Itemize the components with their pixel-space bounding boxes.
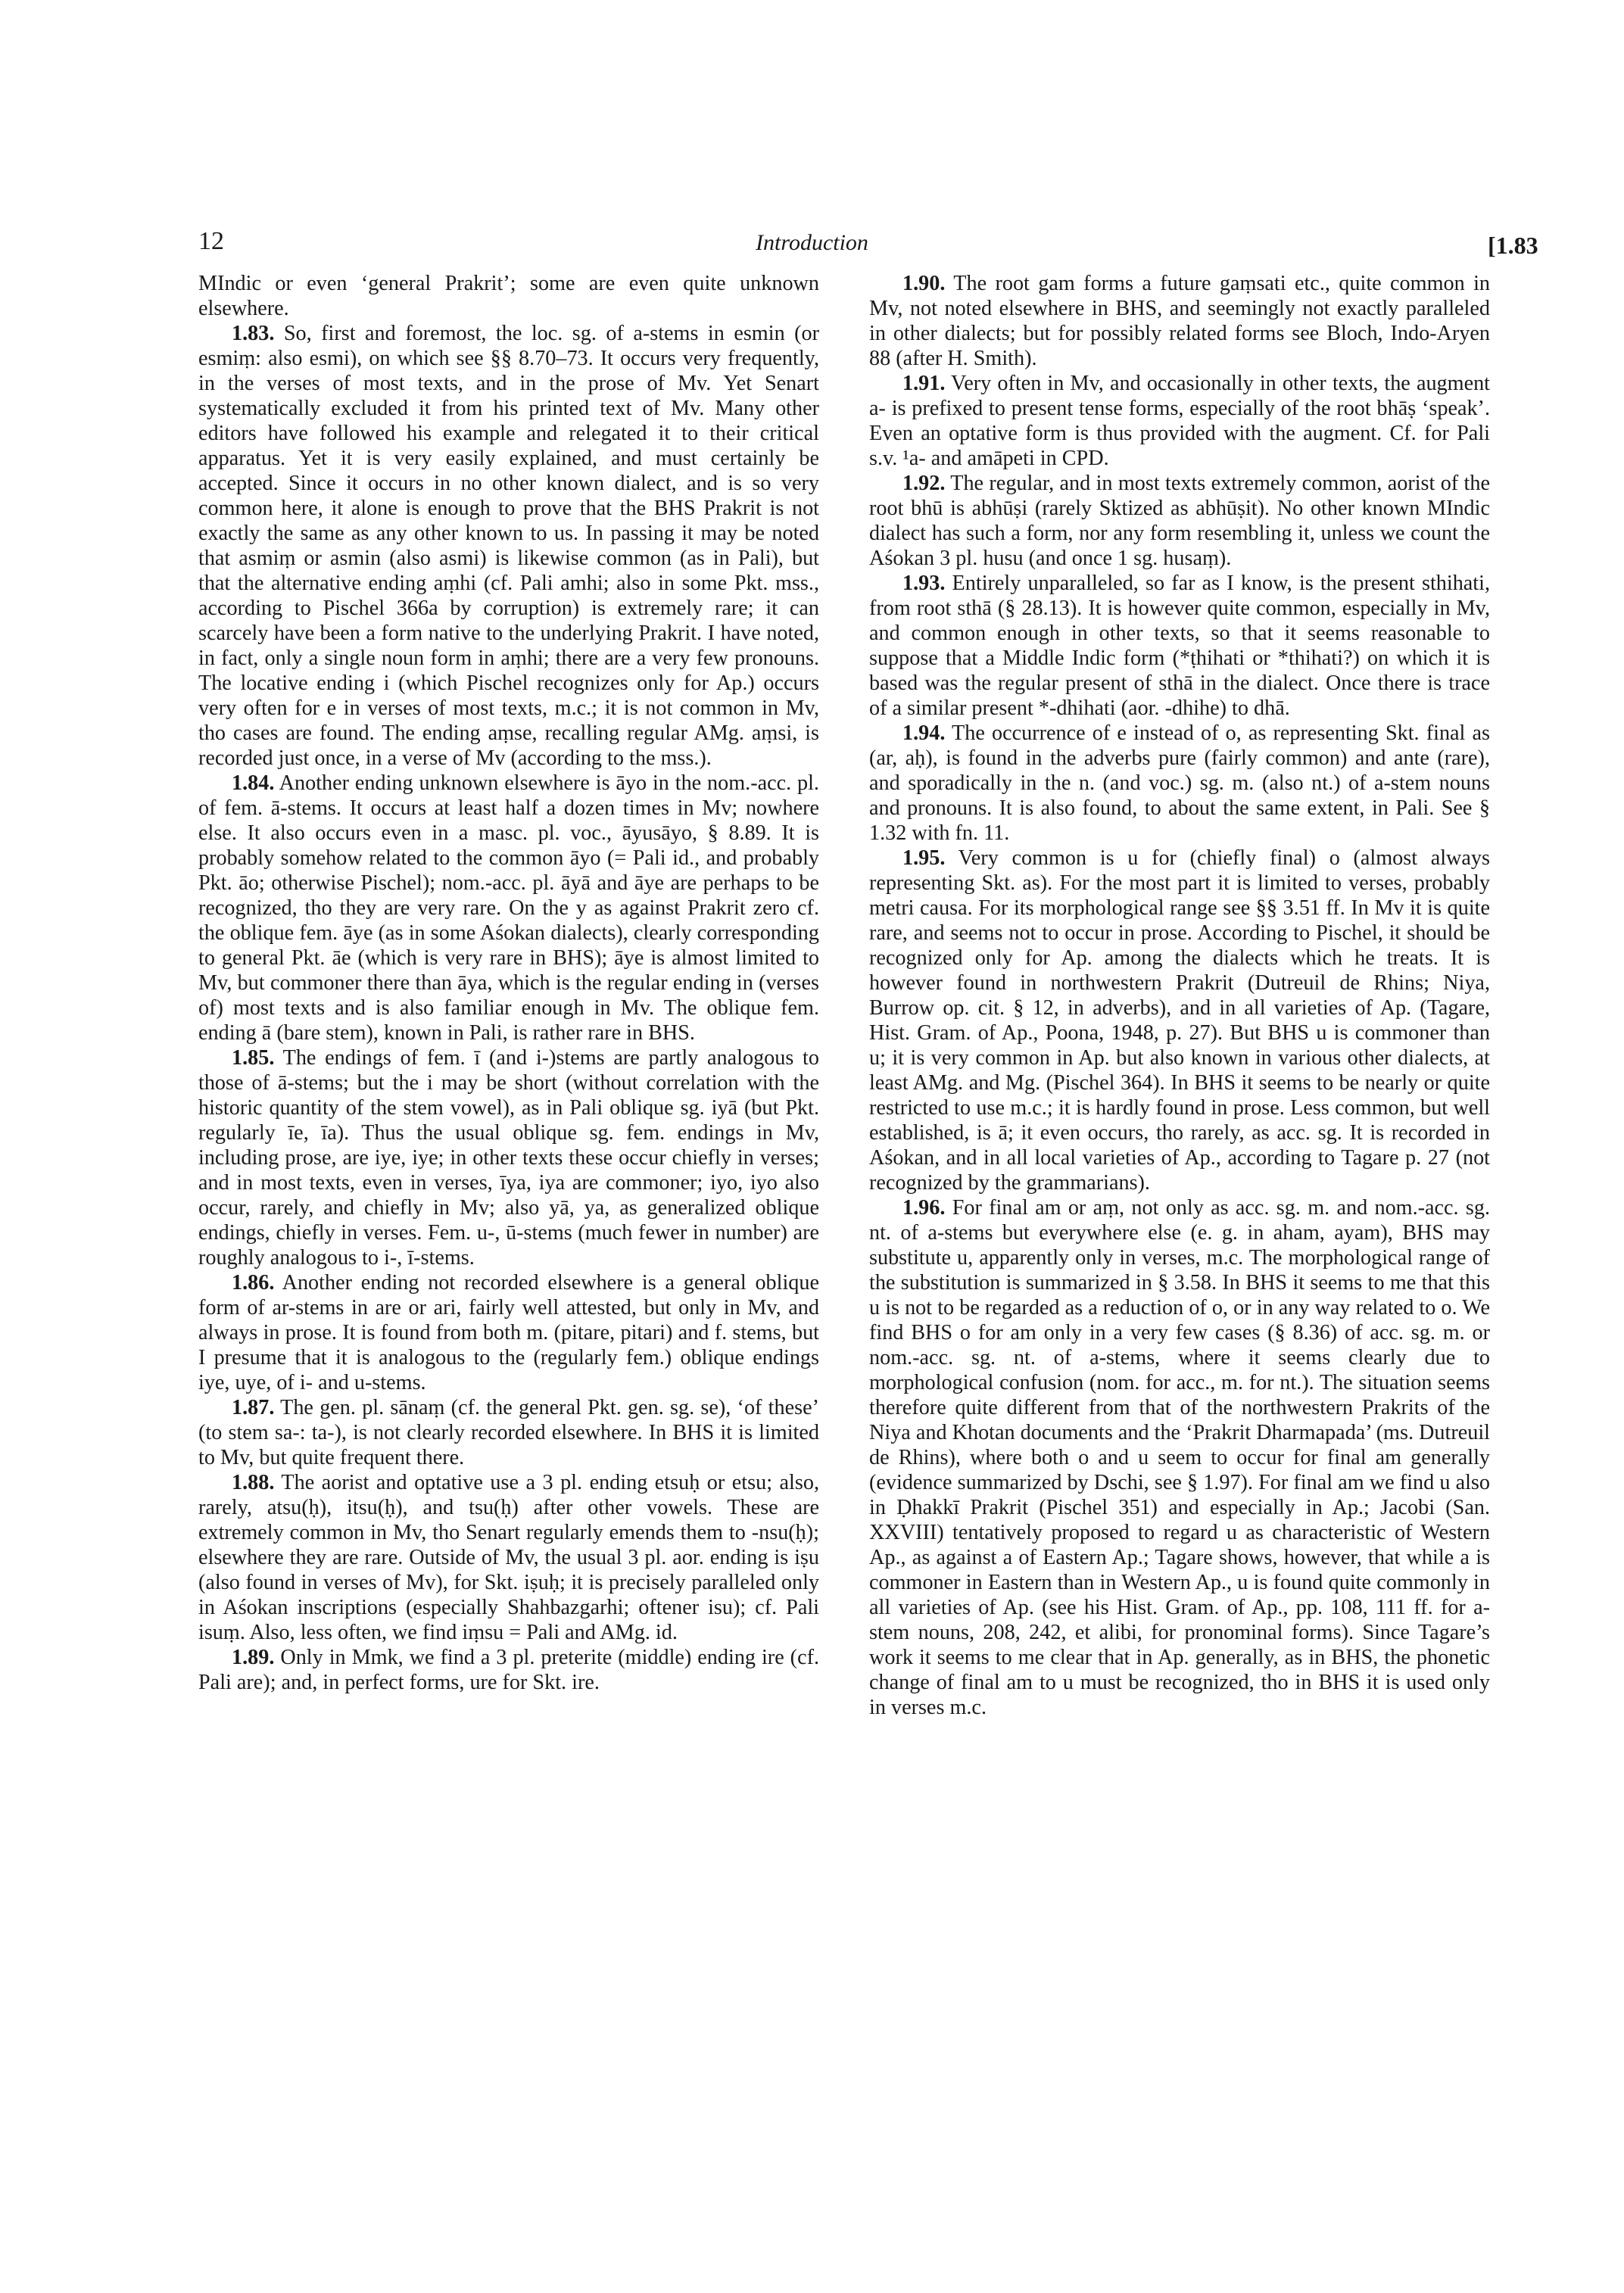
paragraph	[198, 1470, 819, 1645]
section-reference: [1.83	[1488, 232, 1538, 259]
paragraph	[869, 721, 1490, 846]
paragraph	[198, 321, 819, 771]
section-number: 1.83.	[232, 322, 275, 345]
section-number: 1.87.	[232, 1396, 275, 1419]
paragraph	[198, 1395, 819, 1470]
paragraph	[198, 1270, 819, 1395]
paragraph-text: Very common is u for (chiefly final) o (almost always representing Skt. as). For the most part it is limited to verses, probably metri causa. For its morphological range see §§ 3.51 ff. In Mv it is quite rare, and seems not to occur in prose. According to Pischel, it should be recognized only for Ap. among the dialects which he treats. It is however found in northwestern Prakrit (Dutreuil de Rhins; Niya, Burrow op. cit. § 12, in adverbs), and in all varieties of Ap. (Tagare, Hist. Gram. of Ap., Poona, 1948, p. 27). But BHS u is commoner than u; it is very common in Ap. but also known in various other dialects, at least AMg. and Mg. (Pischel 364). In BHS it seems to be nearly or quite restricted to use m.c.; it is hardly found in prose. Less common, but well established, is ā; it even occurs, tho rarely, as acc. sg. It is recorded in Aśokan, and in all local varieties of Ap., according to Tagare p. 27 (not recognized by the grammarians).	[869, 846, 1490, 1195]
paragraph	[869, 846, 1490, 1195]
paragraph-text: Only in Mmk, we find a 3 pl. preterite (middle) ending ire (cf. Pali are); and, in perfect forms, ure for Skt. ire.	[198, 1646, 820, 1694]
paragraph	[869, 1195, 1490, 1720]
section-number: 1.86.	[232, 1271, 275, 1294]
paragraph-text: MIndic or even ‘general Prakrit’; some are even quite unknown elsewhere.	[198, 272, 819, 320]
section-number: 1.85.	[232, 1046, 275, 1070]
paragraph-text: So, first and foremost, the loc. sg. of a-stems in esmin (or esmiṃ: also esmi), on which see §§ 8.70–73. It occurs very frequently, in the verses of most texts, and in the prose of Mv. Yet Senart systematically excluded it from his printed text of Mv. Many other editors have followed his example and relegated it to their critical apparatus. Yet it is very easily explained, and must certainly be accepted. Since it occurs in no other known dialect, and is so very common here, it alone is enough to prove that the BHS Prakrit is not exactly the same as any other known to us. In passing it may be noted that asmiṃ or asmin (also asmi) is likewise common (as in Pali), but that the alternative ending aṃhi (cf. Pali amhi; also in some Pkt. mss., according to Pischel 366a by corruption) is extremely rare; it can scarcely have been a form native to the underlying Prakrit. I have noted, in fact, only a single noun form in aṃhi; there are a very few pronouns. The locative ending i (which Pischel recognizes only for Ap.) occurs very often for e in verses of most texts, m.c.; it is not common in Mv, tho cases are found. The ending aṃse, recalling regular AMg. aṃsi, is recorded just once, in a verse of Mv (according to the mss.).	[198, 322, 820, 770]
section-number: 1.88.	[232, 1471, 275, 1494]
paragraph	[198, 1645, 819, 1695]
section-number: 1.91.	[902, 372, 946, 395]
paragraph-text: Another ending not recorded elsewhere is a general oblique form of ar-stems in are or ari, fairly well attested, but only in Mv, and always in prose. It is found from both m. (pitare, pitari) and f. stems, but I presume that it is analogous to the (regularly fem.) oblique endings iye, uye, of i- and u-stems.	[198, 1271, 820, 1394]
paragraph-text: The gen. pl. sānaṃ (cf. the general Pkt. gen. sg. se), ‘of these’ (to stem sa-: ta-), is not clearly recorded elsewhere. In BHS it is limited to Mv, but quite frequent there.	[198, 1396, 819, 1469]
paragraph	[869, 571, 1490, 721]
paragraph	[869, 271, 1490, 371]
paragraph-text: For final am or aṃ, not only as acc. sg. m. and nom.-acc. sg. nt. of a-stems but everywhere else (e. g. in aham, ayam), BHS may substitute u, apparently only in verses, m.c. The morphological range of the substitution is summarized in § 3.58. In BHS it seems to me that this u is not to be regarded as a reduction of o, or in any way related to o. We find BHS o for am only in a very few cases (§ 8.36) of acc. sg. m. or nom.-acc. sg. nt. of a-stems, where it seems clearly due to morphological confusion (nom. for acc., m. for nt.). The situation seems therefore quite different from that of the northwestern Prakrits of the Niya and Khotan documents and the ‘Prakrit Dharmapada’ (ms. Dutreuil de Rhins), where both o and u seem to occur for final am generally (evidence summarized by Dschi, see § 1.97). For final am we find u also in Ḍhakkī Prakrit (Pischel 351) and especially in Ap.; Jacobi (San. XXVIII) tentatively proposed to regard u as characteristic of Western Ap., as against a of Eastern Ap.; Tagare shows, however, that while a is commoner in Eastern than in Western Ap., u is found quite commonly in all varieties of Ap. (see his Hist. Gram. of Ap., pp. 108, 111 ff. for a-stem nouns, 208, 242, et alibi, for pronominal forms). Since Tagare’s work it seems to me clear that in Ap. generally, as in BHS, the phonetic change of final am to u must be recognized, tho in BHS it is used only in verses m.c.	[869, 1196, 1491, 1719]
paragraph	[869, 471, 1490, 571]
paragraph-text: Entirely unparalleled, so far as I know, is the present sthihati, from root sthā (§ 28.13). It is however quite common, especially in Mv, and common enough in other texts, so that it seems reasonable to suppose that a Middle Indic form (*ṭhihati or *thihati?) on which it is based was the regular present of sthā in the dialect. Once there is trace of a similar present *-dhihati (aor. -dhihe) to dhā.	[869, 572, 1491, 720]
paragraph	[198, 271, 819, 321]
section-number: 1.96.	[902, 1196, 946, 1220]
paragraph-text: The aorist and optative use a 3 pl. ending etsuḥ or etsu; also, rarely, atsu(ḥ), itsu(ḥ), and tsu(ḥ) after other vowels. These are extremely common in Mv, tho Senart regularly emends them to -nsu(ḥ); elsewhere they are rare. Outside of Mv, the usual 3 pl. aor. ending is iṣu (also found in verses of Mv), for Skt. iṣuḥ; it is precisely paralleled only in Aśokan inscriptions (especially Shahbazgarhi; oftener isu); cf. Pali isuṃ. Also, less often, we find iṃsu = Pali and AMg. id.	[198, 1471, 819, 1644]
section-number: 1.89.	[232, 1646, 275, 1669]
paragraph-text: The regular, and in most texts extremely common, aorist of the root bhū is abhūṣi (rarely Sktized as abhūṣit). No other known MIndic dialect has such a form, nor any form resembling it, unless we count the Aśokan 3 pl. husu (and once 1 sg. husaṃ).	[869, 472, 1490, 570]
page-number: 12	[198, 227, 224, 255]
section-number: 1.94.	[902, 721, 946, 745]
paragraph-text: Very often in Mv, and occasionally in other texts, the augment a- is prefixed to present tense forms, especially of the root bhāṣ ‘speak’. Even an optative form is thus provided with the augment. Cf. for Pali s.v. ¹a- and amāpeti in CPD.	[869, 372, 1491, 470]
section-number: 1.84.	[232, 771, 275, 795]
paragraph-text: The root gam forms a future gaṃsati etc., quite common in Mv, not noted elsewhere in BHS, and seemingly not exactly paralleled in other dialects; but for possibly related forms see Bloch, Indo-Aryen 88 (after H. Smith).	[869, 272, 1490, 370]
running-title: Introduction	[756, 230, 868, 255]
section-number: 1.90.	[902, 272, 946, 295]
paragraph-text: Another ending unknown elsewhere is āyo in the nom.-acc. pl. of fem. ā-stems. It occurs at least half a dozen times in Mv; nowhere else. It also occurs even in a masc. pl. voc., āyusāyo, § 8.89. It is probably somehow related to the common āyo (= Pali id., and probably Pkt. āo; otherwise Pischel); nom.-acc. pl. āyā and āye are perhaps to be recognized, tho they are very rare. On the y as against Prakrit zero cf. the oblique fem. āye (as in some Aśokan dialects), clearly corresponding to general Pkt. āe (which is very rare in BHS); āye is almost limited to Mv, but commoner there than āya, which is the regular ending in (verses of) most texts and is also familiar enough in Mv. The oblique fem. ending ā (bare stem), known in Pali, is rather rare in BHS.	[198, 771, 819, 1045]
section-number: 1.92.	[902, 472, 946, 495]
paragraph-text: The occurrence of e instead of o, as representing Skt. final as (ar, aḥ), is found in the adverbs pure (fairly common) and ante (rare), and sporadically in the n. (and voc.) sg. m. (also nt.) of a-stem nouns and pronouns. It is also found, to about the same extent, in Pali. See § 1.32 with fn. 11.	[869, 721, 1490, 845]
paragraph	[198, 771, 819, 1045]
paragraph	[198, 1045, 819, 1270]
section-number: 1.93.	[902, 572, 946, 595]
left-column	[198, 271, 819, 1695]
paragraph	[869, 371, 1490, 471]
paragraph-text: The endings of fem. ī (and i-)stems are partly analogous to those of ā-stems; but the i may be short (without correlation with the historic quantity of the stem vowel), as in Pali oblique sg. iyā (but Pkt. regularly īe, īa). Thus the usual oblique sg. fem. endings in Mv, including prose, are iye, iye; in other texts these occur chiefly in verses; and in most texts, even in verses, īya, iya are commoner; iyo, iyo also occur, rarely, and chiefly in Mv; also yā, ya, as generalized oblique endings, chiefly in verses. Fem. u-, ū-stems (much fewer in number) are roughly analogous to i-, ī-stems.	[198, 1046, 819, 1270]
section-number: 1.95.	[902, 846, 946, 870]
right-column	[869, 271, 1490, 1720]
